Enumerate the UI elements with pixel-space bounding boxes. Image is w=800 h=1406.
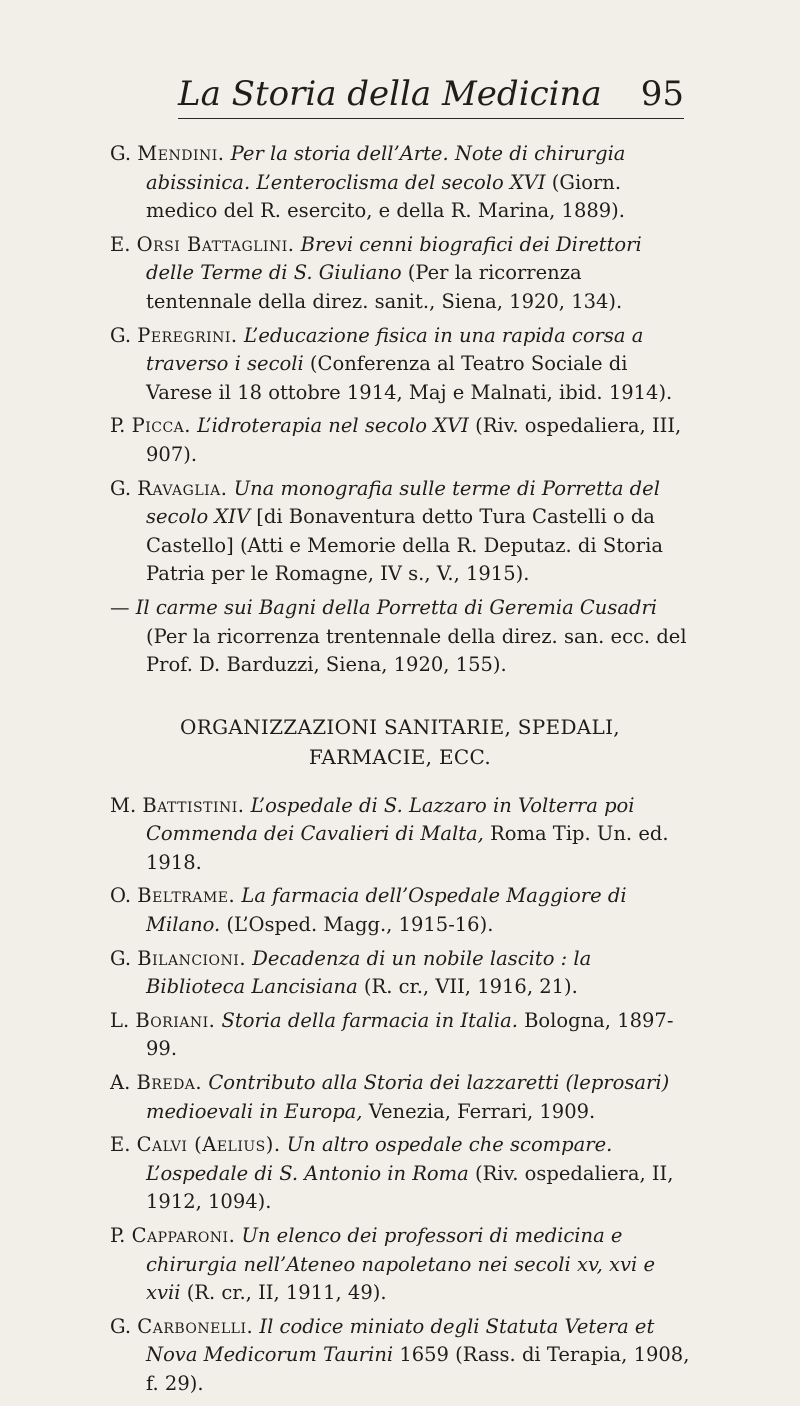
bibliography-entry xyxy=(110,882,690,939)
entry-initial: G. xyxy=(110,476,132,500)
entry-author: Boriani. xyxy=(135,1008,216,1032)
entry-author: Calvi (Aelius). xyxy=(136,1133,281,1157)
entry-title: La farmacia dell’Ospedale Maggiore di Milano. xyxy=(146,884,627,937)
entry-initial: G. xyxy=(110,1314,132,1338)
entry-details: (Riv. ospedaliera, III, 907). xyxy=(146,414,682,466)
entry-title: Brevi cenni biografici dei Direttori delle Terme di S. Giuliano xyxy=(146,232,642,285)
bibliography-list-bottom xyxy=(110,792,690,1399)
entry-author: Mendini. xyxy=(137,142,225,165)
entry-title: Un altro ospedale che scompare. L’ospedale di S. Antonio in Roma xyxy=(146,1133,613,1185)
entry-details: (L’Osped. Magg., 1915-16). xyxy=(220,913,494,937)
running-header xyxy=(178,70,684,119)
running-title: La Storia della Medicina xyxy=(178,74,602,114)
bibliography-list-top xyxy=(110,140,690,680)
entry-title: Il codice miniato degli Statuta Vetera et Nova Medicorum Taurini xyxy=(146,1314,655,1367)
entry-details: [di Bonaventura detto Tura Castelli o da Castello] (Atti e Memorie della R. Deputaz. di Storia Patria per le Romagne, IV s., V., 1915). xyxy=(146,505,663,586)
bibliography-entry xyxy=(110,1069,690,1126)
entry-author: Carbonelli. xyxy=(137,1314,254,1338)
entry-initial: G. xyxy=(110,142,132,165)
entry-details: (Riv. ospedaliera, II, 1912, 1094). xyxy=(146,1161,674,1214)
entry-details: (Per la ricorrenza tentennale della direz. sanit., Siena, 1920, 134). xyxy=(146,261,623,313)
bibliography-entry xyxy=(110,322,690,408)
entry-author: Beltrame. xyxy=(137,884,236,908)
entry-details: Roma Tip. Un. ed. 1918. xyxy=(146,822,669,874)
entry-title: Contributo alla Storia dei lazzaretti (leprosari) medioevali in Europa, xyxy=(146,1071,670,1123)
entry-initial: P. xyxy=(110,414,126,438)
entry-details: 1659 (Rass. di Terapia, 1908, f. 29). xyxy=(146,1343,690,1395)
entry-details: Bologna, 1897-99. xyxy=(146,1008,674,1061)
bibliography-entry xyxy=(110,1313,690,1399)
entry-initial: M. xyxy=(110,793,137,817)
bibliography-entry xyxy=(110,1007,690,1064)
bibliography-entry xyxy=(110,231,690,317)
entry-details: (R. cr., II, 1911, 49). xyxy=(180,1281,387,1305)
entry-details: (Per la ricorrenza trentennale della direz. san. ecc. del Prof. D. Barduzzi, Siena, 1920, 155). xyxy=(146,624,687,677)
entry-title: L’idroterapia nel secolo XVI xyxy=(197,414,469,438)
entry-initial: — xyxy=(110,595,130,619)
entry-author: Battistini. xyxy=(142,793,245,817)
entry-details: (Conferenza al Teatro Sociale di Varese il 18 ottobre 1914, Maj e Malnati, ibid. 1914). xyxy=(146,352,673,404)
entry-initial: O. xyxy=(110,884,132,908)
entry-initial: P. xyxy=(110,1224,126,1247)
page-number: 95 xyxy=(640,74,684,114)
entry-initial: A. xyxy=(110,1071,131,1095)
section-heading-line-1: ORGANIZZAZIONI SANITARIE, SPEDALI, xyxy=(180,714,620,739)
entry-title: Storia della farmacia in Italia. xyxy=(221,1008,518,1032)
entry-title: L’ospedale di S. Lazzaro in Volterra poi Commenda dei Cavalieri di Malta, xyxy=(146,793,635,846)
entry-title: L’educazione fisica in una rapida corsa a traverso i secoli xyxy=(146,323,644,376)
bibliography-entry xyxy=(110,1131,690,1217)
entry-title: Il carme sui Bagni della Porretta di Geremia Cusadri xyxy=(135,595,658,619)
bibliography-entry xyxy=(110,594,690,680)
bibliography-entry xyxy=(110,792,690,878)
entry-initial: E. xyxy=(110,232,131,256)
entry-author: Capparoni. xyxy=(131,1224,236,1247)
entry-details: (R. cr., VII, 1916, 21). xyxy=(357,975,578,999)
bibliography-entry xyxy=(110,140,690,226)
entry-title: Una monografia sulle terme di Porretta del secolo XIV xyxy=(146,476,660,529)
bibliography-entry xyxy=(110,475,690,589)
entry-author: Bilancioni. xyxy=(137,946,247,970)
entry-title: Decadenza di un nobile lascito : la Biblioteca Lancisiana xyxy=(146,946,592,999)
bibliography xyxy=(110,140,690,1404)
entry-author: Picca. xyxy=(131,414,191,438)
entry-initial: G. xyxy=(110,323,132,347)
entry-author: Ravaglia. xyxy=(137,476,228,500)
entry-details: Venezia, Ferrari, 1909. xyxy=(362,1099,596,1123)
entry-initial: L. xyxy=(110,1008,130,1032)
bibliography-entry xyxy=(110,1222,690,1308)
bibliography-entry xyxy=(110,412,690,469)
entry-initial: G. xyxy=(110,946,132,970)
entry-author: Breda. xyxy=(136,1071,203,1095)
section-heading-line-2: FARMACIE, ECC. xyxy=(308,744,492,769)
entry-title: Un elenco dei professori di medicina e chirurgia nell’Ateneo napoletano nei secoli xv, xvi e xvii xyxy=(146,1224,656,1305)
section-heading xyxy=(110,712,690,772)
entry-author: Peregrini. xyxy=(137,323,238,347)
entry-author: Orsi Battaglini. xyxy=(136,232,295,256)
entry-title: Per la storia dell’Arte. Note di chirurgia abissinica. L’enteroclisma del secolo XVI xyxy=(146,142,626,194)
entry-initial: E. xyxy=(110,1133,131,1157)
entry-details: (Giorn. medico del R. esercito, e della R. Marina, 1889). xyxy=(146,170,625,223)
bibliography-entry xyxy=(110,945,690,1002)
